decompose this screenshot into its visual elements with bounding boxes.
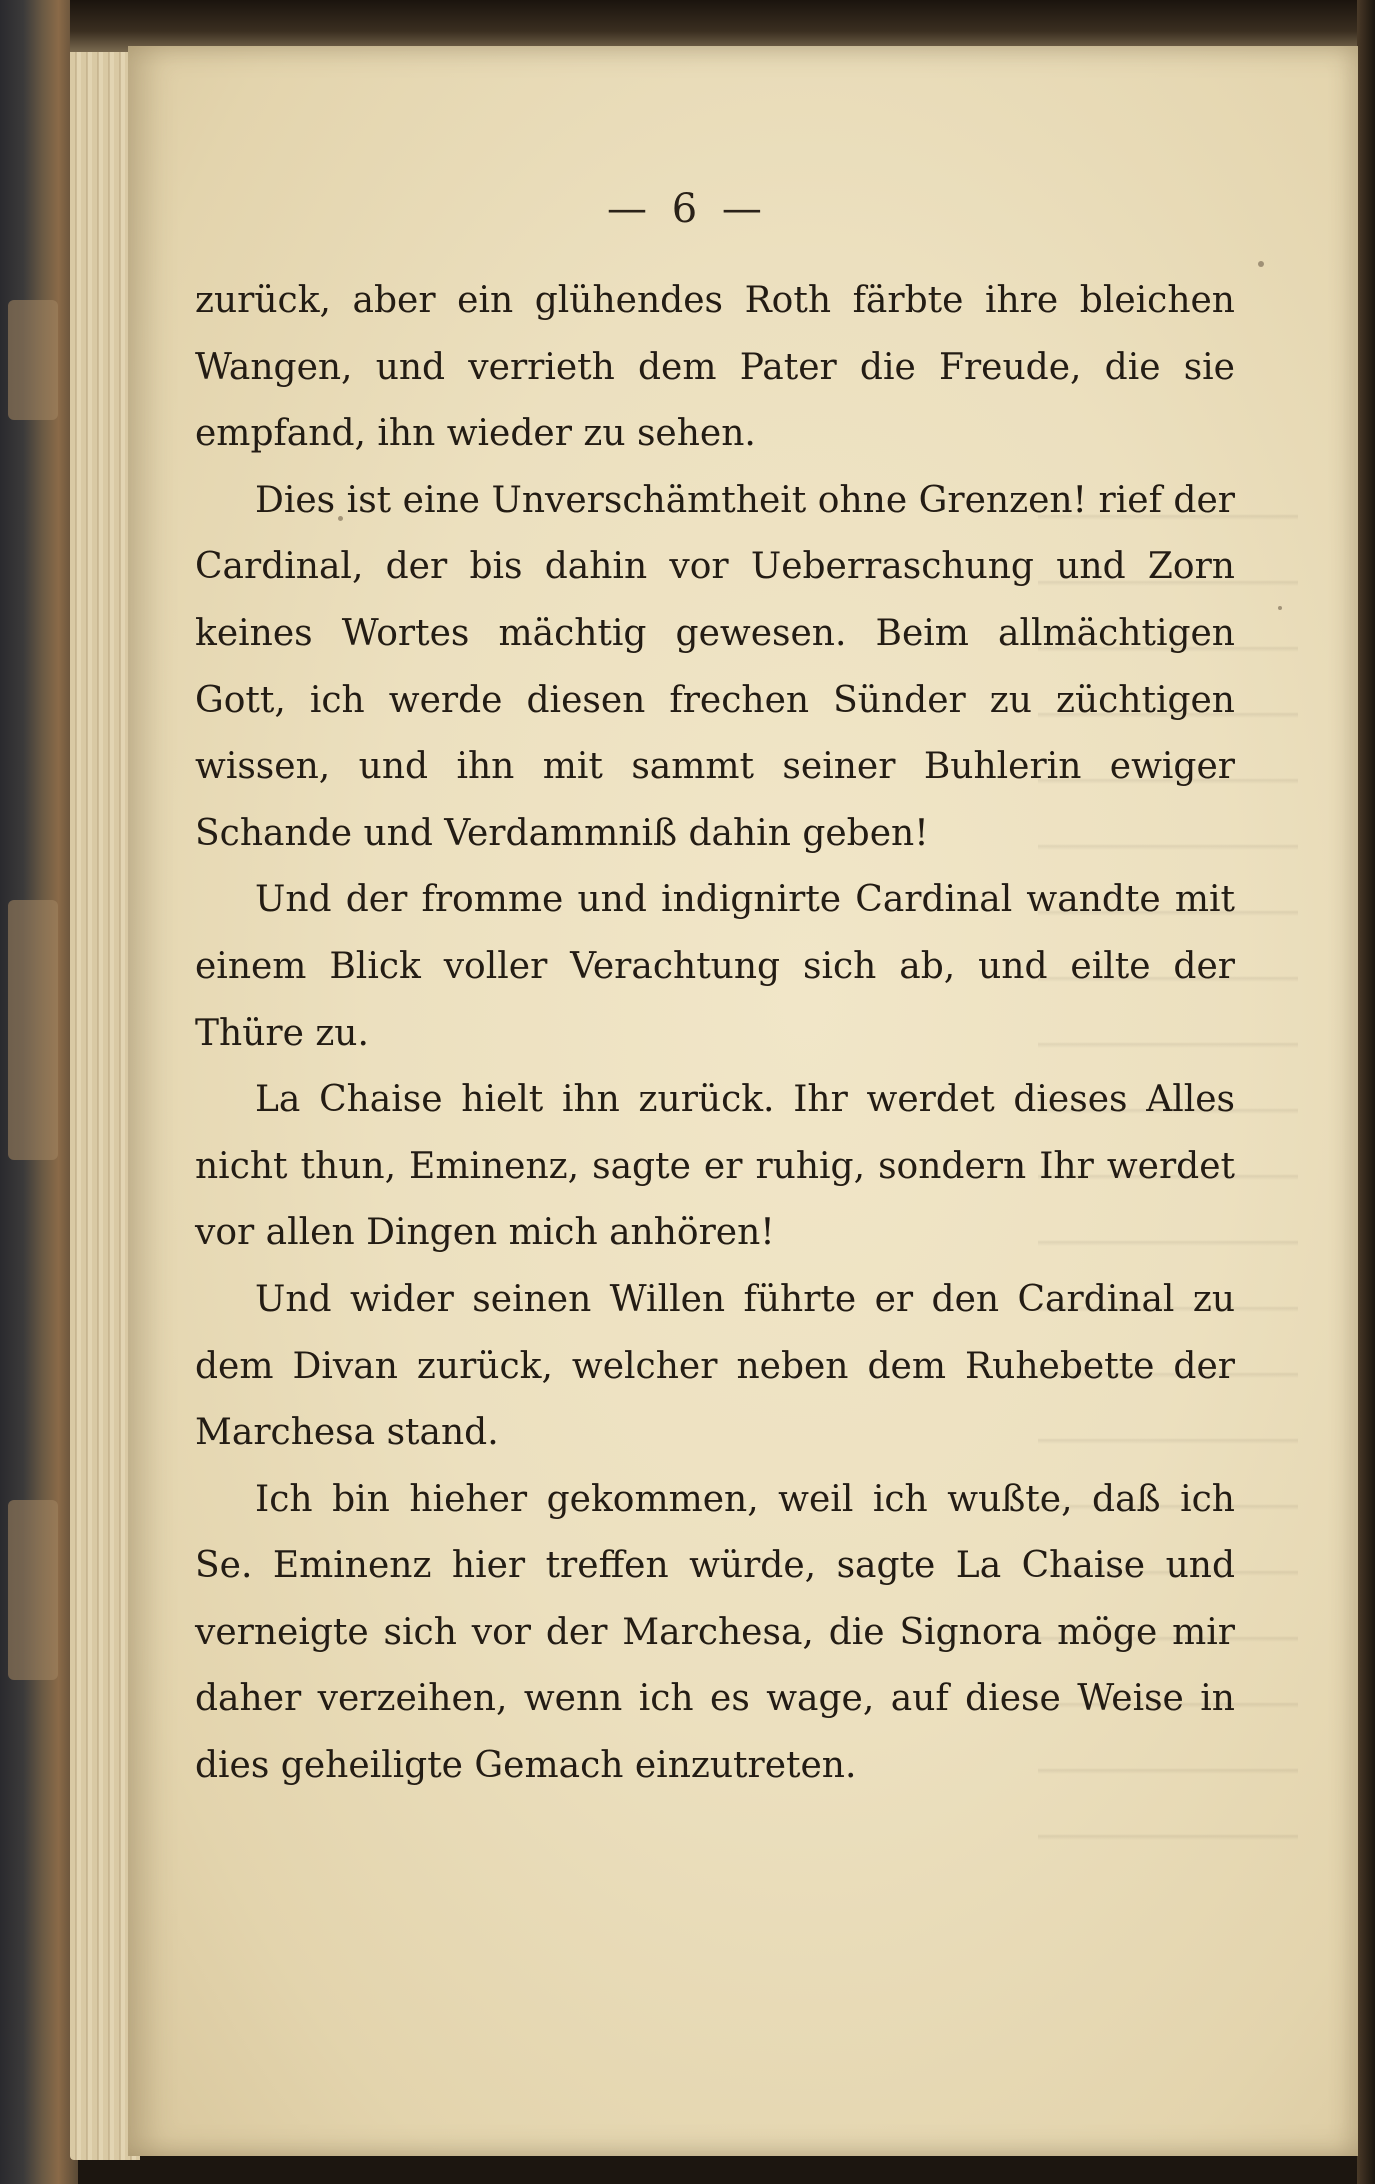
top-shadow xyxy=(70,0,1360,52)
paragraph: Dies ist eine Unverschämtheit ohne Grenzen! rief der Cardinal, der bis dahin vor Ueberraschung und Zorn keines Wortes mächtig gewesen. Beim allmächtigen Gott, ich werde diesen frechen Sünder zu züchtigen wissen, und ihn mit sammt seiner Buhlerin ewiger Schande und Verdammniß dahin geben! xyxy=(195,479,1235,854)
page-number-header: — 6 — xyxy=(607,186,768,232)
right-shadow xyxy=(1357,0,1375,2184)
binding-wear-mark xyxy=(8,300,58,420)
paragraph: Und wider seinen Willen führte er den Cardinal zu dem Divan zurück, welcher neben dem Ruhebette der Marchesa stand. xyxy=(195,1278,1235,1454)
book-binding xyxy=(0,0,78,2184)
paragraph: Und der fromme und indignirte Cardinal wandte mit einem Blick voller Verachtung sich ab, und eilte der Thüre zu. xyxy=(195,879,1235,1054)
binding-wear-mark xyxy=(8,900,58,1160)
body-text xyxy=(195,268,1235,1800)
paragraph: zurück, aber ein glühendes Roth färbte ihre bleichen Wangen, und verrieth dem Pater die Freude, die sie empfand, ihn wieder zu sehen. xyxy=(195,280,1235,455)
paper-speck xyxy=(1278,606,1282,610)
paper-speck xyxy=(1258,261,1264,267)
paragraph: La Chaise hielt ihn zurück. Ihr werdet dieses Alles nicht thun, Eminenz, sagte er ruhig, sondern Ihr werdet vor allen Dingen mich anhören! xyxy=(195,1079,1235,1254)
binding-wear-mark xyxy=(8,1500,58,1680)
paragraph: Ich bin hieher gekommen, weil ich wußte, daß ich Se. Eminenz hier treffen würde, sagte La Chaise und verneigte sich vor der Marchesa, die Signora möge mir daher verzeihen, wenn ich es wage, auf diese Weise in dies geheiligte Gemach einzutreten. xyxy=(195,1478,1235,1787)
